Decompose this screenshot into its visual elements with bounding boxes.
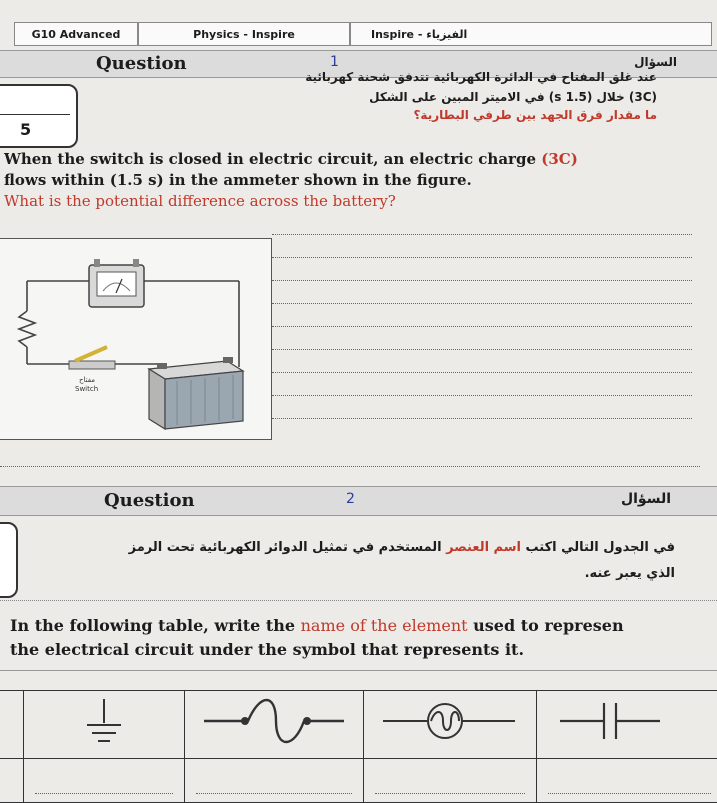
q1-answer-line-bottom bbox=[0, 466, 700, 467]
grade-label: G10 Advanced bbox=[14, 22, 138, 46]
question-2-label-ar: السؤال bbox=[621, 491, 671, 507]
q2-english-part-2: used to represen bbox=[468, 616, 624, 635]
switch-icon bbox=[69, 347, 115, 369]
page-header bbox=[8, 18, 717, 48]
question-1-label: Question bbox=[96, 53, 187, 74]
question-1-label-ar: السؤال bbox=[634, 55, 677, 69]
q1-english-text: When the switch is closed in electric circuit, an electric charge bbox=[4, 150, 536, 168]
question-2-bar bbox=[0, 486, 717, 516]
q1-charge-value: (3C) bbox=[536, 150, 578, 168]
q1-arabic-line-1: عند غلق المفتاح في الدائرة الكهربائية تتدفق شحنة كهربائية bbox=[177, 70, 657, 84]
q2-arabic-line-2: الذي يعبر عنه. bbox=[35, 566, 675, 581]
q2-english-line-1 bbox=[10, 616, 717, 635]
answer-margin-cell bbox=[0, 759, 24, 803]
q2-arabic-part-1: في الجدول التالي اكتب bbox=[521, 540, 675, 555]
answer-cell-ground[interactable] bbox=[24, 759, 185, 803]
symbol-cell-resistor bbox=[185, 691, 364, 759]
q2-english-line-2: the electrical circuit under the symbol that represents it. bbox=[10, 640, 710, 659]
lamp-symbol-icon bbox=[365, 693, 535, 753]
answer-cell-lamp[interactable] bbox=[364, 759, 537, 803]
capacitor-symbol-icon bbox=[538, 693, 717, 753]
q2-arabic-highlight: اسم العنصر bbox=[446, 540, 521, 555]
symbols-table bbox=[0, 690, 717, 803]
switch-label: Switch bbox=[75, 385, 98, 393]
score-value: 5 bbox=[20, 120, 31, 139]
score-box bbox=[0, 84, 78, 148]
answer-cell-resistor[interactable] bbox=[185, 759, 364, 803]
circuit-figure bbox=[0, 238, 272, 440]
question-2-label: Question bbox=[104, 490, 195, 511]
subject-label: Physics - Inspire bbox=[138, 22, 350, 46]
battery-icon bbox=[149, 357, 243, 429]
q1-english-line-2: flows within (1.5 s) in the ammeter shown in the figure. bbox=[4, 171, 704, 190]
symbol-cell-ground bbox=[24, 691, 185, 759]
q1-arabic-line-2: (3C) خلال (1.5 s) في الاميتر المبين على الشكل bbox=[177, 90, 657, 104]
q1-answer-lines bbox=[272, 214, 692, 419]
resistor-symbol-icon bbox=[186, 693, 362, 753]
ground-symbol-icon bbox=[25, 693, 183, 753]
q1-english-question: What is the potential difference across the battery? bbox=[4, 192, 704, 211]
q2-separator bbox=[0, 670, 717, 671]
table-margin-cell bbox=[0, 691, 24, 759]
q1-english-line-1 bbox=[4, 150, 704, 169]
symbol-cell-lamp bbox=[364, 691, 537, 759]
q2-arabic-line-1 bbox=[35, 540, 675, 555]
switch-label-ar: مفتاح bbox=[79, 376, 95, 384]
q2-divider bbox=[0, 600, 717, 601]
answer-cell-capacitor[interactable] bbox=[537, 759, 717, 803]
q2-english-highlight: name of the element bbox=[301, 616, 468, 635]
q2-english-part-1: In the following table, write the bbox=[10, 616, 301, 635]
symbol-cell-capacitor bbox=[537, 691, 717, 759]
q1-arabic-question: ما مقدار فرق الجهد بين طرفي البطارية؟ bbox=[177, 108, 657, 122]
score-box-2 bbox=[0, 522, 18, 598]
question-2-number: 2 bbox=[346, 491, 355, 507]
ammeter-icon bbox=[89, 259, 144, 307]
subject-label-ar: Inspire - الفيزياء bbox=[350, 22, 712, 46]
question-1-number: 1 bbox=[330, 54, 339, 70]
q2-arabic-part-2: المستخدم في تمثيل الدوائر الكهربائية تحت الرمز bbox=[129, 540, 446, 555]
